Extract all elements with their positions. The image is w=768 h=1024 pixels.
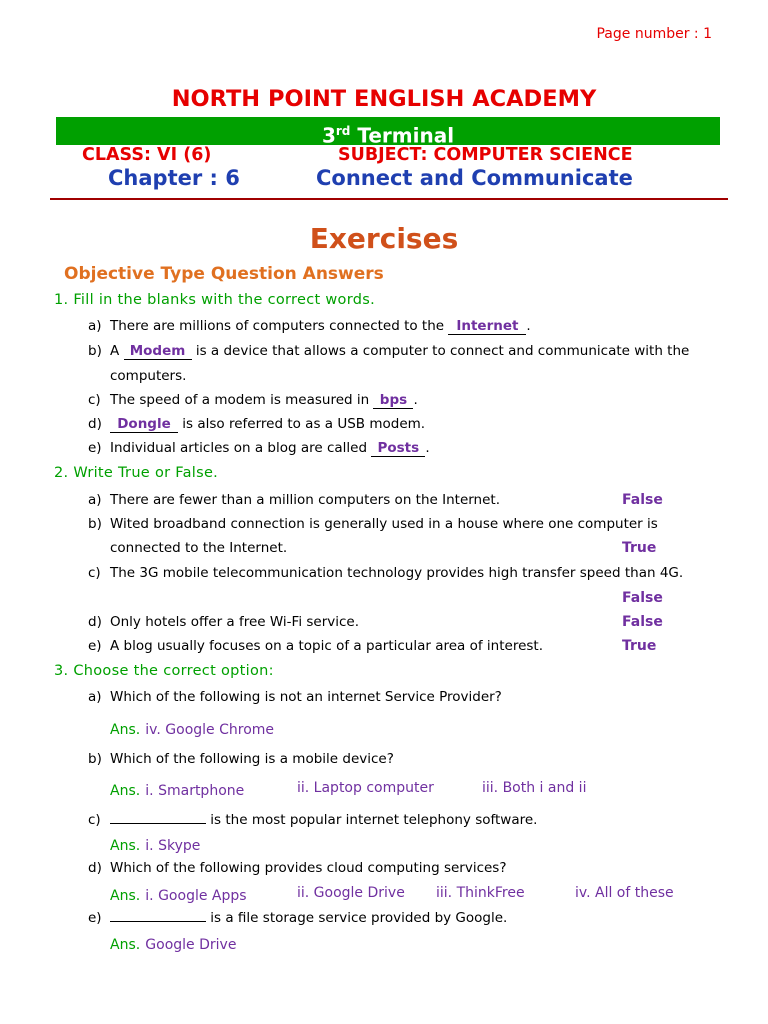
q2-answer-c: False <box>622 590 663 606</box>
q1-item-a <box>88 318 531 335</box>
q1-item-b <box>88 343 689 360</box>
q3-d-option-4: iv. All of these <box>575 885 674 901</box>
item-label: e) <box>88 910 102 926</box>
q1-item-e <box>88 440 430 457</box>
item-text-end: is a device that allows a computer to connect and communicate with the <box>191 343 690 359</box>
item-text: Wited broadband connection is generally used in a house where one computer is <box>110 516 658 532</box>
q1-item-b-continued: computers. <box>110 368 187 384</box>
chapter-number: Chapter : 6 <box>108 166 240 190</box>
answer-text: Google Drive <box>145 937 237 953</box>
q3-d-option-3: iii. ThinkFree <box>436 885 525 901</box>
q3-answer-e <box>110 934 236 953</box>
item-text-end: is also referred to as a USB modem. <box>178 416 426 432</box>
answer-blank: Modem <box>124 344 192 360</box>
q2-item-b <box>88 516 658 532</box>
item-label: c) <box>88 812 101 828</box>
q2-answer-a: False <box>622 492 663 508</box>
question-1-heading: 1. Fill in the blanks with the correct words. <box>54 292 375 308</box>
item-text: There are fewer than a million computers on the Internet. <box>110 492 501 508</box>
answer-label: Ans. <box>110 888 141 904</box>
section-subtitle: Objective Type Question Answers <box>64 264 384 284</box>
answer-text: iv. Google Chrome <box>145 722 275 738</box>
header-divider <box>50 198 728 200</box>
item-text: Which of the following is not an internet Service Provider? <box>110 689 502 705</box>
item-text: is the most popular internet telephony software. <box>206 812 538 828</box>
item-label: d) <box>88 614 102 630</box>
q3-item-e <box>88 909 507 926</box>
item-label: b) <box>88 751 102 767</box>
term-banner <box>56 117 720 148</box>
q2-item-e <box>88 638 543 654</box>
term-word: Terminal <box>357 123 455 148</box>
q1-item-d <box>88 416 425 433</box>
item-text: Which of the following provides cloud computing services? <box>110 860 507 876</box>
item-label: a) <box>88 492 102 508</box>
question-3-heading: 3. Choose the correct option: <box>54 663 274 679</box>
page-number: Page number : 1 <box>596 26 712 42</box>
class-label: CLASS: VI (6) <box>82 145 212 165</box>
answer-label: Ans. <box>110 937 141 953</box>
term-suffix: rd <box>335 124 351 138</box>
fill-blank-line <box>110 811 206 824</box>
subject-label: SUBJECT: COMPUTER SCIENCE <box>338 145 633 165</box>
q2-answer-d: False <box>622 614 663 630</box>
page-title: Exercises <box>309 222 459 255</box>
q3-answer-d <box>110 885 247 904</box>
q3-answer-c <box>110 835 200 854</box>
item-text: Individual articles on a blog are called <box>110 440 372 456</box>
question-2-heading: 2. Write True or False. <box>54 465 219 481</box>
q2-item-a <box>88 492 500 508</box>
answer-blank: Dongle <box>110 417 178 433</box>
q3-b-option-3: iii. Both i and ii <box>482 780 587 796</box>
item-label: b) <box>88 343 102 359</box>
item-text: The speed of a modem is measured in <box>110 392 374 408</box>
item-text: A <box>110 343 124 359</box>
q3-item-a <box>88 689 502 705</box>
q2-answer-e: True <box>622 638 657 654</box>
answer-blank: Posts <box>371 441 425 457</box>
item-text: There are millions of computers connected to the <box>110 318 449 334</box>
item-label: b) <box>88 516 102 532</box>
fill-blank-line <box>110 909 206 922</box>
item-text: Only hotels offer a free Wi-Fi service. <box>110 614 360 630</box>
q3-d-option-2: ii. Google Drive <box>297 885 405 901</box>
option-1: i. Smartphone <box>145 783 245 799</box>
q3-item-c <box>88 811 537 828</box>
item-label: e) <box>88 440 102 456</box>
q2-item-c <box>88 565 683 581</box>
answer-blank: bps <box>373 393 413 409</box>
q2-item-d <box>88 614 359 630</box>
item-label: e) <box>88 638 102 654</box>
item-text-end: . <box>425 440 430 456</box>
q3-item-d <box>88 860 507 876</box>
term-number: 3 <box>321 123 336 148</box>
item-text: is a file storage service provided by Google. <box>206 910 508 926</box>
q1-item-c <box>88 392 418 409</box>
q3-item-b <box>88 751 394 767</box>
item-text: The 3G mobile telecommunication technology provides high transfer speed than 4G. <box>110 565 684 581</box>
item-text-end: . <box>526 318 531 334</box>
item-text: Which of the following is a mobile device? <box>110 751 394 767</box>
item-label: a) <box>88 689 102 705</box>
q2-item-b-continued: connected to the Internet. <box>110 540 288 556</box>
q3-answer-b <box>110 780 244 799</box>
answer-text: i. Skype <box>145 838 201 854</box>
q3-answer-a <box>110 719 274 738</box>
q3-b-option-2: ii. Laptop computer <box>297 780 434 796</box>
chapter-title: Connect and Communicate <box>316 166 633 190</box>
item-label: c) <box>88 392 101 408</box>
item-text-end: . <box>413 392 418 408</box>
item-label: d) <box>88 416 102 432</box>
answer-label: Ans. <box>110 783 141 799</box>
item-label: c) <box>88 565 101 581</box>
q2-answer-b: True <box>622 540 657 556</box>
answer-label: Ans. <box>110 722 141 738</box>
item-text: A blog usually focuses on a topic of a particular area of interest. <box>110 638 544 654</box>
answer-blank: Internet <box>448 319 526 335</box>
option-1: i. Google Apps <box>145 888 247 904</box>
answer-label: Ans. <box>110 838 141 854</box>
item-label: a) <box>88 318 102 334</box>
school-name: NORTH POINT ENGLISH ACADEMY <box>171 86 597 112</box>
item-label: d) <box>88 860 102 876</box>
